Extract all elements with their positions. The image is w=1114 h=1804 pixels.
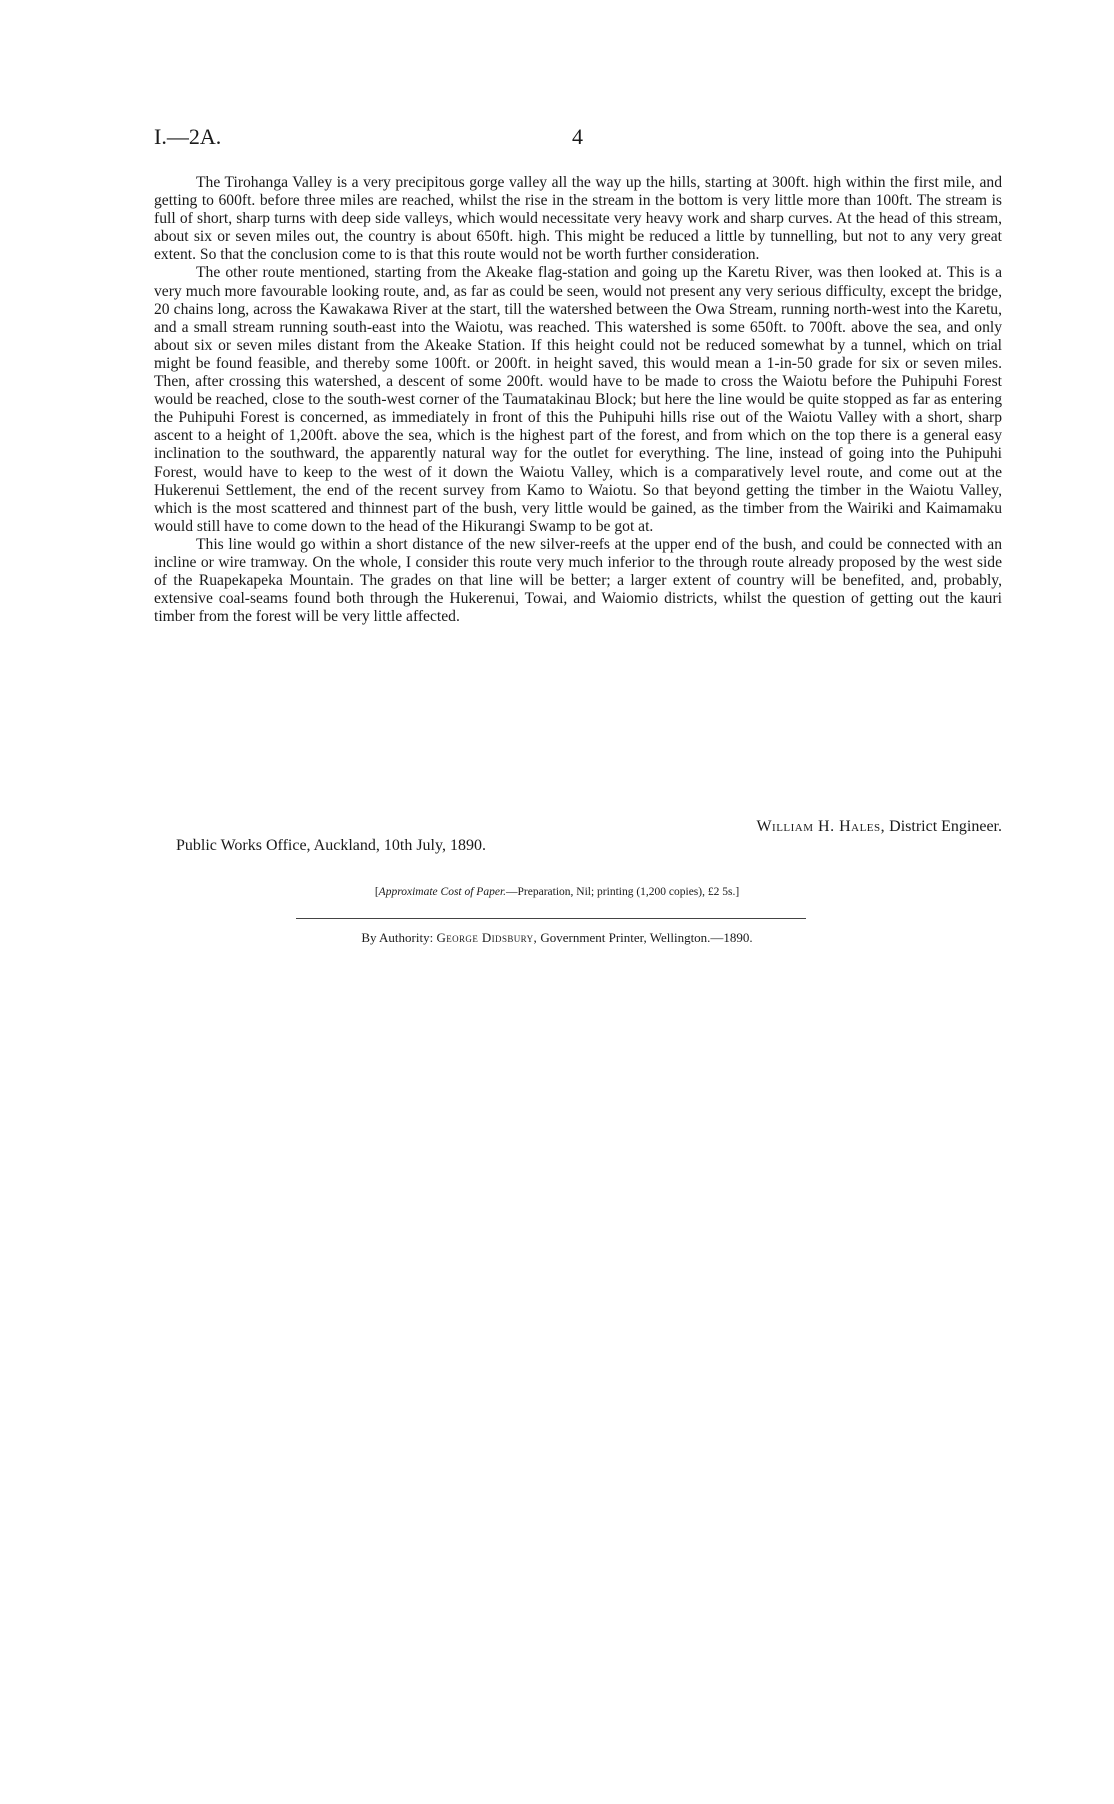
printer-name: George Didsbury, (436, 930, 538, 945)
printer-imprint (0, 930, 1114, 946)
signature (756, 818, 1002, 836)
cost-note-text: —Preparation, Nil; printing (1,200 copies), £2 5s.] (506, 886, 740, 898)
imprint-suffix: Government Printer, Wellington.—1890. (540, 930, 753, 945)
body-text (154, 174, 1002, 626)
cost-note (0, 885, 1114, 899)
paragraph-akeake-route: The other route mentioned, starting from the Akeake flag-station and going up the Karetu River, was then looked at. This is a very much more favourable looking route, and, as far as could be seen, would not present any very serious difficulty, except the bridge, 20 chains long, across the Kawakawa River at the start, till the watershed between the Owa Stream, running north-west into the Karetu, and a small stream running south-east into the Waiotu, was reached. This watershed is some 650ft. to 700ft. above the sea, and only about six or seven miles distant from the Akeake Station. If this height could not be reduced somewhat by a tunnel, which on trial might be found feasible, and thereby some 100ft. or 200ft. in height saved, this would mean a 1-in-50 grade for six or seven miles. Then, after crossing this watershed, a descent of some 200ft. would have to be made to cross the Waiotu before the Puhipuhi Forest would be reached, close to the south-west corner of the Taumatakinau Block; but here the line would be quite stopped as far as entering the Puhipuhi Forest is concerned, as immediately in front of this the Puhipuhi hills rise out of the Waiotu Valley with a short, sharp ascent to a height of 1,200ft. above the sea, which is the highest part of the forest, and from which on the top there is a general easy inclination to the southward, the apparently natural way for the outlet for everything. The line, instead of going into the Puhipuhi Forest, would have to keep to the west of it down the Waiotu Valley, which is a comparatively level route, and come out at the Hukerenui Settlement, the end of the recent survey from Kamo to Waiotu. So that beyond getting the timber in the Waiotu Valley, which is the most scattered and thinnest part of the bush, very little would be gained, as the timber from the Wairiki and Kaimamaku would still have to come down to the head of the Hikurangi Swamp to be got at. (154, 264, 1002, 535)
cost-note-bracket: [ (374, 886, 379, 898)
paper-reference: I.—2A. (154, 124, 222, 149)
signatory-title: District Engineer. (889, 818, 1002, 835)
paragraph-conclusion: This line would go within a short distance of the new silver-reefs at the upper end of the bush, and could be connected with an incline or wire tramway. On the whole, I consider this route very much inferior to the through route already proposed by the west side of the Ruapekapeka Mountain. The grades on that line will be better; a larger extent of country will be benefited, and, probably, extensive coal-seams found both through the Hukerenui, Towai, and Waiomio districts, whilst the question of getting out the kauri timber from the forest will be very little affected. (154, 535, 1002, 626)
signatory-name: William H. Hales, (756, 818, 886, 835)
page-header (154, 124, 584, 154)
imprint-prefix: By Authority: (361, 930, 434, 945)
page-number: 4 (572, 124, 583, 149)
paragraph-tirohanga: The Tirohanga Valley is a very precipitous gorge valley all the way up the hills, starting at 300ft. high within the first mile, and getting to 600ft. before three miles are reached, whilst the rise in the stream in the bottom is very little more than 100ft. The stream is full of short, sharp turns with deep side valleys, which would necessitate very heavy work and sharp curves. At the head of this stream, about six or seven miles out, the country is about 650ft. high. This might be reduced a little by tunnelling, but not to any very great extent. So that the conclusion come to is that this route would not be worth further consideration. (154, 174, 1002, 264)
cost-note-label: Approximate Cost of Paper. (378, 886, 507, 898)
office-date-line: Public Works Office, Auckland, 10th July, 1890. (176, 837, 486, 854)
divider-rule (296, 918, 806, 919)
